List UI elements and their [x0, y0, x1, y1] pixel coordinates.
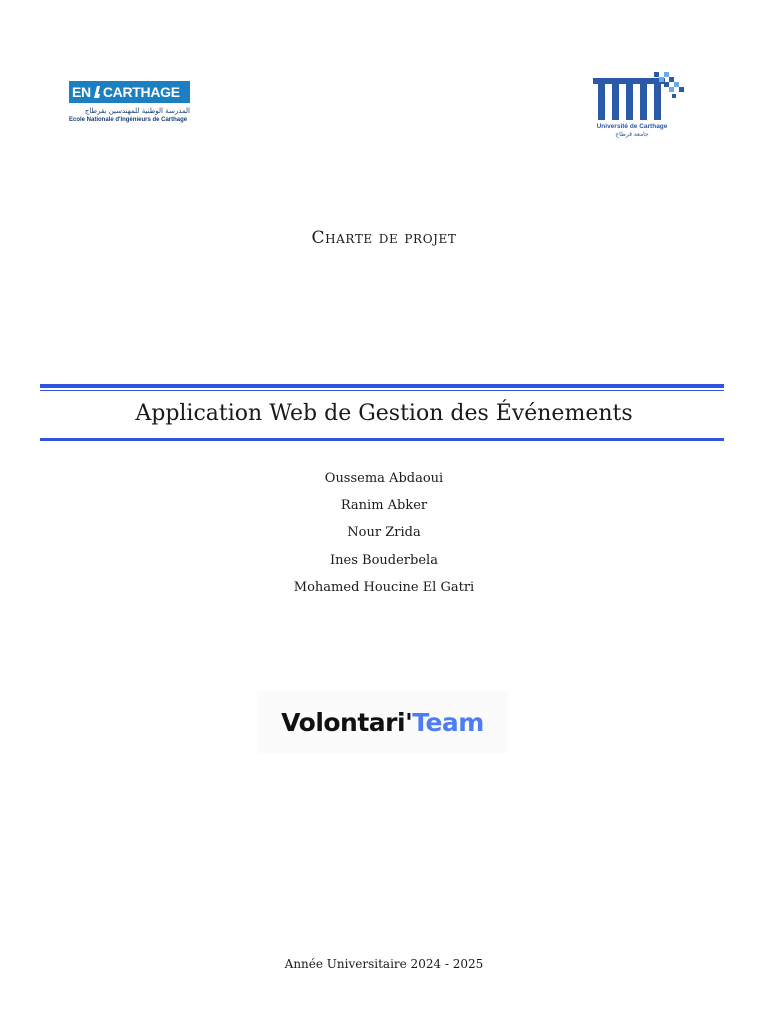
author-name: Ranim Abker [340, 498, 428, 514]
team-logo-part2: Team [412, 707, 484, 737]
university-name-arabic: جامعة قرطاج [615, 131, 649, 138]
eni-carthage-logo-bar [69, 81, 190, 103]
eni-logo-prefix: EN [72, 84, 91, 100]
university-name-french: Université de Carthage [596, 123, 668, 130]
author-name: Ines Bouderbela [330, 552, 438, 568]
title-rule-top-thin [40, 390, 724, 391]
team-logo-part1: Volontari' [281, 707, 413, 737]
academic-year: Année Universitaire 2024 - 2025 [284, 957, 484, 971]
author-name: Mohamed Houcine El Gatri [293, 579, 475, 595]
eni-logo-suffix: CARTHAGE [102, 84, 180, 100]
eni-subtitle-french: Ecole Nationale d'Ingénieurs de Carthage [69, 117, 188, 123]
author-list [0, 469, 768, 605]
document-type: Charte de projet [311, 228, 457, 248]
eni-subtitle-arabic: المدرسة الوطنية للمهندسين بقرطاج [84, 107, 190, 115]
team-logo [257, 691, 508, 753]
university-columns-icon [588, 70, 686, 122]
title-rule-bottom [40, 438, 724, 441]
author-name: Oussema Abdaoui [324, 471, 444, 486]
universite-de-carthage-logo [588, 70, 686, 140]
project-title: Application Web de Gestion des Événements [135, 401, 633, 426]
eni-logo-mark-icon [92, 85, 102, 99]
eni-carthage-logo [69, 81, 190, 129]
author-name: Nour Zrida [347, 525, 421, 541]
title-rule-top [40, 384, 724, 388]
